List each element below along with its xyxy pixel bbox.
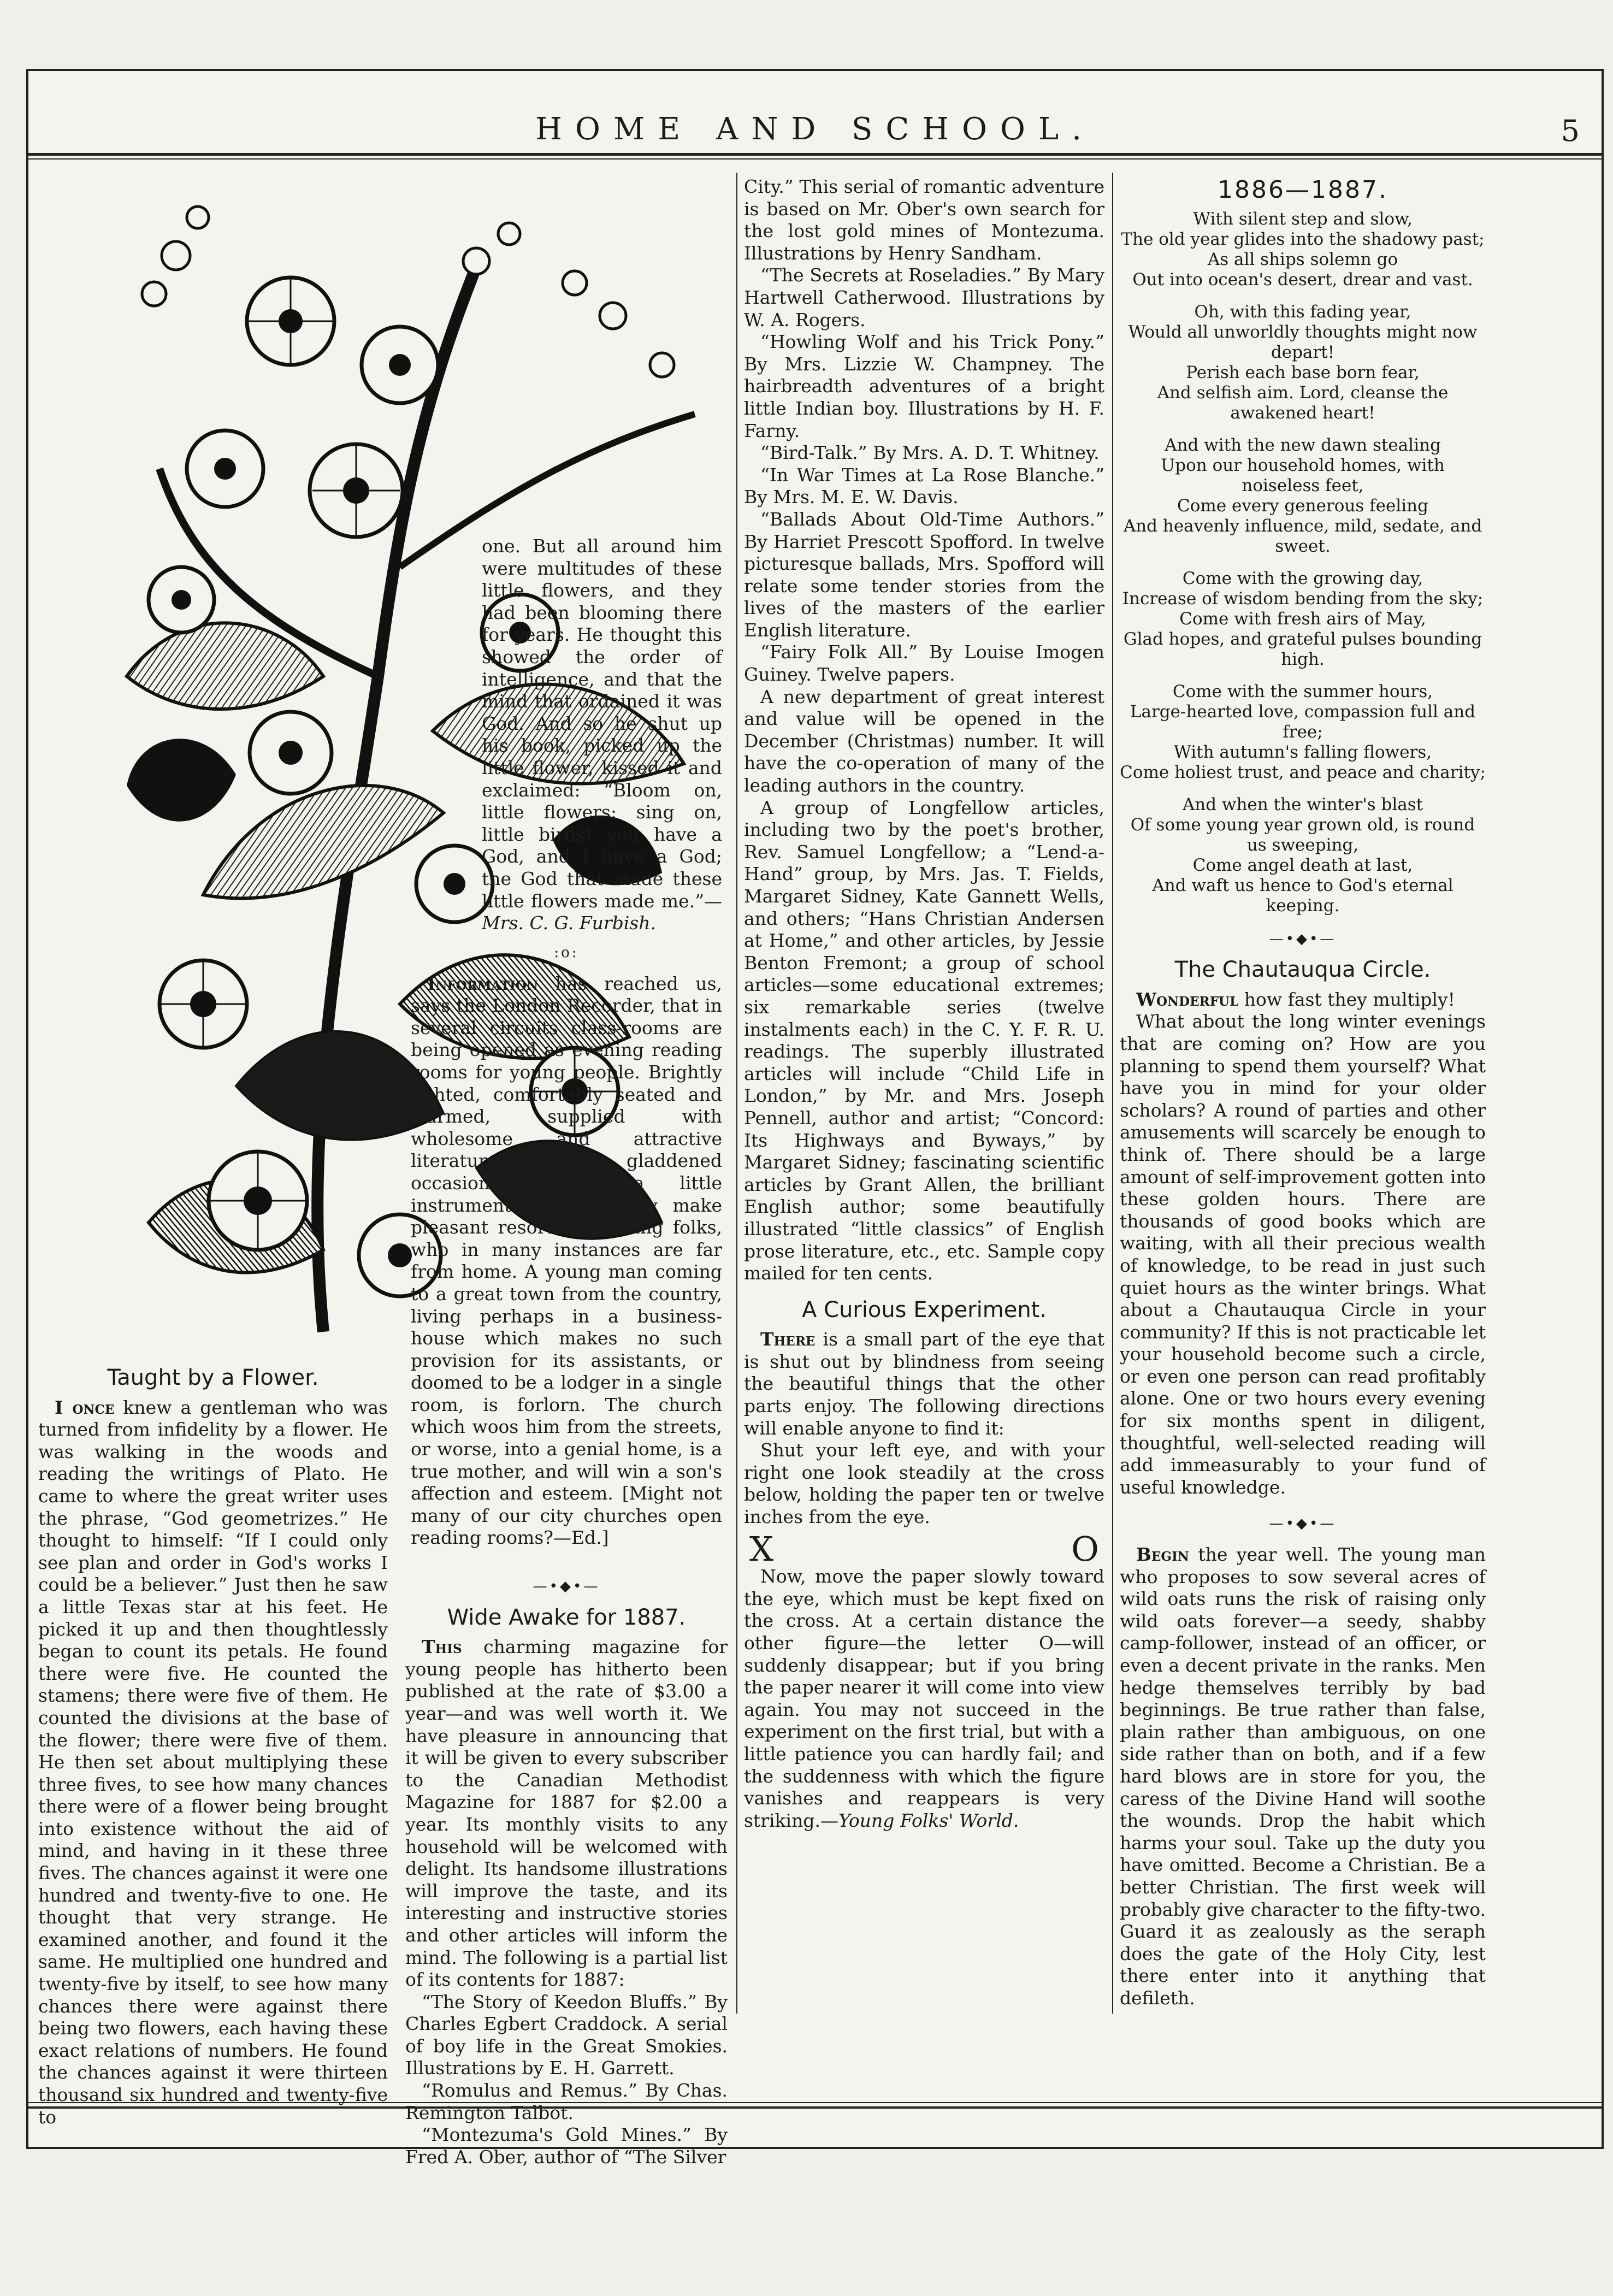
paragraph: What about the long winter evenings that are coming on? How are you planning to spend them yourself? What have you in mind for your older scholars? A round of parties and other amusements will scarcely be enough to think of. There should be a large amount of self-improvement gotten into these golden hours. There are thousands of good books which are waiting, with all their precious wealth of knowledge, to be read in just such quiet hours as the winter brings. What about a Chautauqua Circle in your community? If this is not practicable let your household become such a circle, or even one person can read profitably alone. One or two hours every evening for six months spent in diligent, thoughtful, well-selected reading will add immeasurably to your fund of useful knowledge. xyxy=(1120,1011,1486,1498)
poem-stanza xyxy=(1120,302,1486,423)
list-item: “Ballads About Old-Time Authors.” By Harriet Prescott Spofford. In twelve picturesque ballads, Mrs. Spofford will relate some tender stories from the lives of the masters of the earlier English literature. xyxy=(744,508,1104,641)
section-heading: Wide Awake for 1887. xyxy=(447,1604,686,1630)
lead-word: Begin xyxy=(1136,1544,1189,1566)
body-text: the year well. The young man who proposes to sow several acres of wild oats runs the risk of raising only wild oats forever—a seedy, shabby camp-follower, instead of an officer, or even a decent private in the ranks. Men hedge themselves terribly by bad beginnings. Be true rather than false, plain rather than ambiguous, on one side rather than on both, and if a few hard blows are in store for you, the caress of the Divine Hand will soothe the wounds. Drop the habit which harms your soul. Take up the duty you have omitted. Become a Christian. Be a better Christian. The first week will probably give character to the fifty-two. Guard it as zealously as the seraph does the gate of the Holy City, lest there enter into it anything that defileth. xyxy=(1120,1544,1486,2009)
body-text: is a small part of the eye that is shut out by blindness from seeing the beautiful things that the other parts enjoy. The following directions will enable anyone to find it: xyxy=(744,1329,1104,1439)
footer-rule xyxy=(28,2106,1602,2109)
attribution: —Young Folks' World. xyxy=(820,1809,1019,1831)
wide-awake-article xyxy=(405,1568,728,2168)
column-divider xyxy=(1112,173,1113,2014)
list-item: “The Story of Keedon Bluffs.” By Charles Egbert Craddock. A serial of boy life in the Great Smokies. Illustrations by E. H. Garrett. xyxy=(405,1991,728,2079)
poem-line: And selfish aim. Lord, cleanse the awakened heart! xyxy=(1157,382,1449,423)
flower-continuation xyxy=(482,535,722,935)
footer-rule-thin xyxy=(28,2102,1602,2103)
lead-word: Wonderful xyxy=(1136,988,1239,1010)
paragraph xyxy=(744,1329,1104,1439)
ornament-separator: —•◆•— xyxy=(533,1578,600,1595)
body-text: charming magazine for young people has hitherto been published at the rate of $3.00 a year—and was well worth it. We have pleasure in announcing that it will be given to every subscriber to the Canadian Methodist Magazine for 1887 for $2.00 a year. Its monthly visits to any household will be welcomed with delight. Its handsome illustrations will improve the taste, and its interesting and instructive stories and other articles will inform the mind. The following is a partial list of its contents for 1887: xyxy=(405,1636,728,1991)
section-heading: A Curious Experiment. xyxy=(801,1297,1047,1323)
reading-rooms-article xyxy=(411,934,722,1549)
letter-o-mark: O xyxy=(1071,1528,1099,1569)
body-text: how fast they multiply! xyxy=(1238,988,1455,1010)
paragraph xyxy=(405,1636,728,1991)
paragraph xyxy=(1120,1544,1486,2009)
lead-word: There xyxy=(760,1329,816,1350)
poem-line: And with the new dawn stealing xyxy=(1165,435,1441,455)
paragraph: Shut your left eye, and with your right one look steadily at the cross below, holding the paper ten or twelve inches from the eye. xyxy=(744,1439,1104,1528)
list-item: “Howling Wolf and his Trick Pony.” By Mrs. Lizzie W. Champney. The hairbreadth adventures of a bright little Indian boy. Illustrations by H. F. Farny. xyxy=(744,331,1104,441)
list-item: A new department of great interest and value will be opened in the December (Christmas) number. It will have the co-operation of many of the leading authors in the country. xyxy=(744,686,1104,796)
right-column xyxy=(1120,176,1486,2010)
section-heading: The Chautauqua Circle. xyxy=(1174,957,1431,983)
poem-stanza xyxy=(1120,569,1486,670)
poem-line: Large-hearted love, compassion full and free; xyxy=(1130,701,1476,742)
wide-awake-continued xyxy=(744,176,1104,1832)
poem-line: Come angel death at last, xyxy=(1192,855,1413,875)
header-rule-thin xyxy=(28,158,1602,160)
poem-line: Come every generous feeling xyxy=(1177,495,1428,516)
list-item: “Bird-Talk.” By Mrs. A. D. T. Whitney. xyxy=(760,442,1100,464)
poem-line: With autumn's falling flowers, xyxy=(1173,742,1432,762)
body-text: knew a gentleman who was turned from infidelity by a flower. He was walking in the woods and reading the writings of Plato. He came to where the great writer uses the phrase, “God geometrizes.” He thought to himself: “If I could only see plan and order in God's works I could be a believer.” Just then he saw a little Texas star at his feet. He picked it up and then thoughtlessly began to count its petals. He found there were five. He counted the stamens; there were five of them. He counted the divisions at the base of the flower; there were five of them. He then set about multiplying these three fives, to see how many chances there were of a flower being brought into existence without the aid of mind, and having in it these three fives. The chances against it were one hundred and twenty-five to one. He thought that very strange. He examined another, and found it the same. He multiplied one hundred and twenty-five by itself, to see how many chances there were against there being two flowers, each having these exact relations of numbers. He found the chances against it were thirteen thousand six hundred and twenty-five to xyxy=(38,1396,388,2128)
paragraph xyxy=(411,973,722,1549)
lead-word: I once xyxy=(55,1396,115,1418)
list-item: A group of Longfellow articles, including two by the poet's brother, Rev. Samuel Longfellow; a “Lend-a-Hand” group, by Mrs. Jas. T. Fields, Margaret Sidney, Kate Gannett Wells, and others; “Hans Christian Andersen at Home,” and other articles, by Jessie Benton Fremont; a group of school articles—some educational extremes; six remarkable series (twelve instalments each) in the C. Y. F. R. U. readings. The superbly illustrated articles will include “Child Life in London,” by Mr. and Mrs. Joseph Pennell, author and artist; “Concord: Its Highways and Byways,” by Margaret Sidney; fascinating scientific articles by Grant Allen, the brilliant English author; some beautifully illustrated “little classics” of English prose literature, etc., etc. Sample copy mailed for ten cents. xyxy=(744,796,1104,1284)
lead-word: This xyxy=(422,1636,462,1658)
poem-stanza xyxy=(1120,682,1486,783)
poem-line: Perish each base born fear, xyxy=(1186,362,1420,382)
body-text: one. But all around him were multitudes of these little flowers, and they had been blooming there for years. He thought this showed the order of intelligence, and that the mind that ordained it was God. And so he shut up his book, picked up the little flower, kissed it and exclaimed: “Bloom on, little flowers; sing on, little birds! you have a God, and I have a God; the God that made these little flowers made me.” xyxy=(482,535,722,912)
poem-line: Come with the growing day, xyxy=(1182,568,1423,588)
poem-stanza xyxy=(1120,795,1486,916)
taught-by-a-flower-article xyxy=(38,1359,388,2128)
attribution: —Mrs. C. G. Furbish. xyxy=(482,890,722,934)
poem-title: 1886—1887. xyxy=(1218,176,1388,204)
poem-line: Oh, with this fading year, xyxy=(1194,302,1411,322)
poem-stanza xyxy=(1120,209,1486,290)
paragraph xyxy=(1120,989,1486,1011)
list-item: “In War Times at La Rose Blanche.” By Mrs. M. E. W. Davis. xyxy=(744,464,1104,508)
poem-line: The old year glides into the shadowy past; xyxy=(1121,229,1485,249)
header-rule xyxy=(28,153,1602,156)
lead-word: Information xyxy=(427,972,538,994)
masthead-title: HOME AND SCHOOL. xyxy=(535,111,1095,147)
page-number: 5 xyxy=(1561,114,1580,148)
poem xyxy=(1120,209,1486,916)
list-item: “Fairy Folk All.” By Louise Imogen Guiney. Twelve papers. xyxy=(744,641,1104,686)
ornament-separator: —•◆•— xyxy=(1269,1515,1337,1532)
body-text: Now, move the paper slowly toward the eye, which must be kept fixed on the cross. At a certain distance the other figure—the letter O—will suddenly disappear; but if you bring the paper nearer it will come into view again. You may not succeed in the experiment on the first trial, but with a little patience you can hardly fail; and the suddenness with which the figure vanishes and reappears is very striking. xyxy=(744,1566,1104,1831)
poem-line: Come holiest trust, and peace and charity; xyxy=(1120,762,1486,782)
cross-mark: X xyxy=(749,1528,774,1569)
poem-line: Come with fresh airs of May, xyxy=(1179,609,1426,629)
list-item: “Montezuma's Gold Mines.” By Fred A. Ober, author of “The Silver xyxy=(405,2124,728,2168)
poem-line: Come with the summer hours, xyxy=(1172,681,1433,701)
column-divider xyxy=(736,173,737,2014)
paragraph xyxy=(38,1397,388,2129)
list-item: “The Secrets at Roseladies.” By Mary Hartwell Catherwood. Illustrations by W. A. Rogers. xyxy=(744,264,1104,330)
poem-line: And waft us hence to God's eternal keeping. xyxy=(1152,875,1454,916)
poem-line: And heavenly influence, mild, sedate, and sweet. xyxy=(1123,516,1482,556)
poem-line: With silent step and slow, xyxy=(1193,209,1413,229)
section-heading: Taught by a Flower. xyxy=(107,1365,319,1390)
paragraph xyxy=(482,535,722,935)
poem-line: Increase of wisdom bending from the sky; xyxy=(1122,588,1484,609)
newspaper-page xyxy=(26,69,1604,2168)
list-item: City.” This serial of romantic adventure is based on Mr. Ober's own search for the lost gold mines of Montezuma. Illustrations by Henry Sandham. xyxy=(744,176,1104,264)
body-text: has reached us, says the London Recorder, that in several circuits class-rooms are being opened as evening reading rooms for young people. Brightly lighted, comfortably seated and warmed, supplied with wholesome and attractive literature, gladdened occasionally with a little instrumental music, they make pleasant resorts for young folks, who in many instances are far from home. A young man coming to a great town from the country, living perhaps in a business-house which makes no such provision for its assistants, or doomed to be a lodger in a single room, is forlorn. The church which woos him from the streets, or worse, into a genial home, is a true mother, and will win a son's affection and esteem. [Might not many of our city churches open reading rooms?—Ed.] xyxy=(411,972,722,1549)
poem-line: And when the winter's blast xyxy=(1182,794,1423,814)
poem-line: Glad hopes, and grateful pulses bounding high. xyxy=(1123,629,1482,669)
poem-line: Would all unworldly thoughts might now depart! xyxy=(1128,322,1478,362)
poem-stanza xyxy=(1120,435,1486,557)
paragraph xyxy=(744,1566,1104,1832)
ornament-separator: —•◆•— xyxy=(1269,930,1337,947)
experiment-figure xyxy=(749,1528,1099,1569)
list-item: “Romulus and Remus.” By Chas. Remington Talbot. xyxy=(405,2080,728,2123)
poem-line: Upon our household homes, with noiseless feet, xyxy=(1161,455,1445,495)
poem-line: Out into ocean's desert, drear and vast. xyxy=(1132,269,1473,290)
poem-line: Of some young year grown old, is round us sweeping, xyxy=(1130,814,1475,855)
ornament-separator: :o: xyxy=(554,945,579,961)
poem-line: As all ships solemn go xyxy=(1207,249,1398,269)
